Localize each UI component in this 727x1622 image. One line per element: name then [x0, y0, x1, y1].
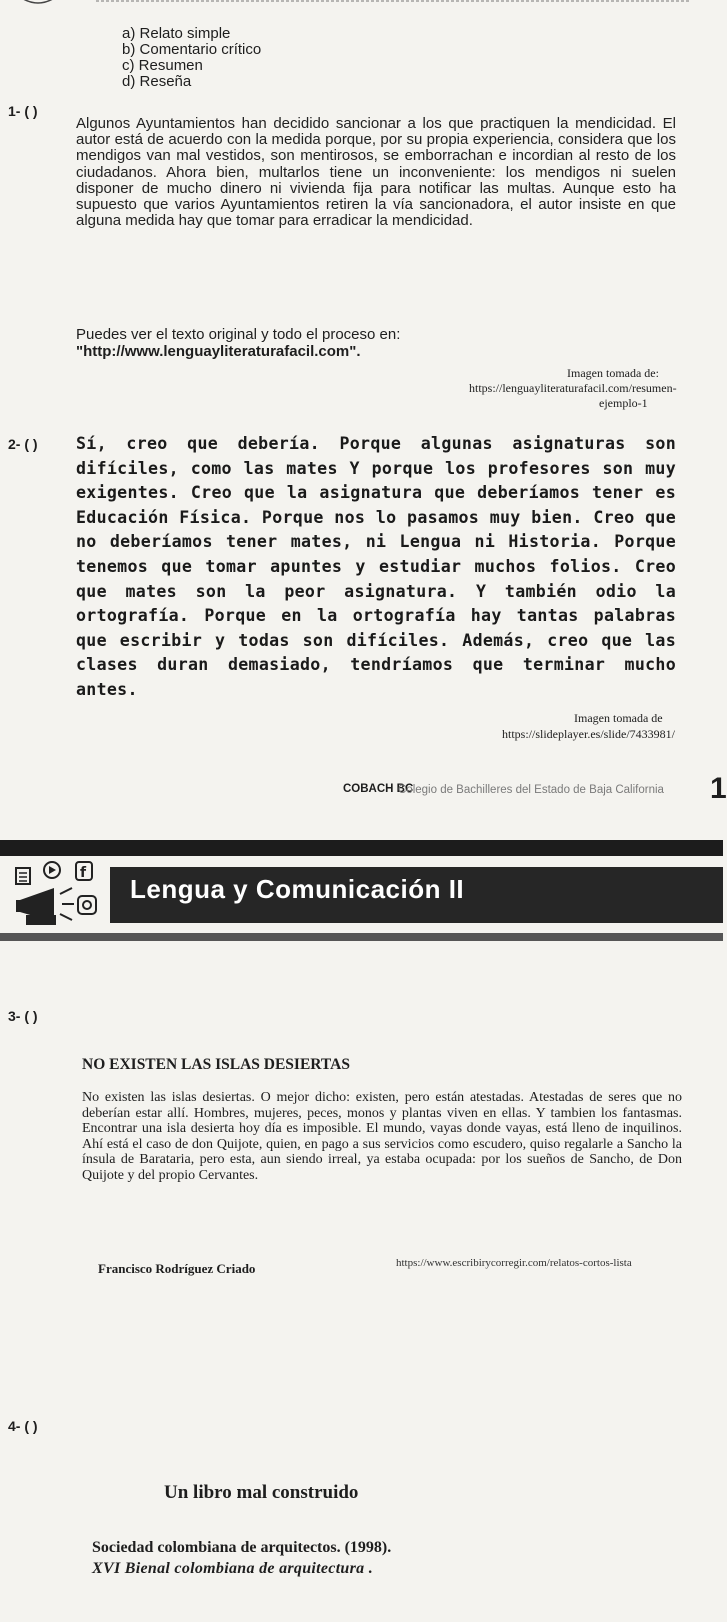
- page-separator-bar: [0, 840, 723, 856]
- page-title: Lengua y Comunicación II: [130, 874, 465, 904]
- svg-text:f: f: [80, 865, 87, 881]
- question-1-note: Puedes ver el texto original y todo el proceso en:: [76, 326, 401, 343]
- footer-text: Colegio de Bachilleres del Estado de Baja California: [398, 784, 664, 796]
- question-4-reference-line2: XVI Bienal colombiana de arquitectura .: [92, 1560, 374, 1577]
- question-1-source-label: Imagen tomada de:: [567, 366, 659, 380]
- question-2-source-url: https://slideplayer.es/slide/7433981/: [502, 727, 675, 741]
- question-1-text: Algunos Ayuntamientos han decidido sancionar a los que practiquen la mendicidad. El autor está de acuerdo con la medida porque, por su propia experiencia, considera que los mendigos van mal vestidos, son mentirosos, se emborrachan e incordian al resto de los ciudadanos. Ahora bien, multarlos tiene un inconveniente: los mendigos ni suelen disponer de mucho dinero ni vivienda fija para notificar las multas. Aunque esto ha supuesto que varios Ayuntamientos retiren la vía sancionadora, el autor insiste en que alguna medida hay que tomar para erradicar la mendicidad.: [76, 115, 676, 230]
- option-c: c) Resumen: [122, 57, 203, 74]
- header-underline-bar: [0, 933, 723, 941]
- cut-off-top-line: [0, 0, 723, 6]
- question-1-source-url: https://lenguayliteraturafacil.com/resumen-: [469, 381, 677, 395]
- question-2-source-label: Imagen tomada de: [574, 711, 663, 725]
- cobach-logo: COBACH BC: [343, 783, 414, 795]
- question-3-number: 3- ( ): [8, 1008, 38, 1024]
- question-2-text: Sí, creo que debería. Porque algunas asignaturas son difíciles, como las mates Y porque los profesores son muy exigentes. Creo que la asignatura que deberíamos tener es Educación Física. Porque nos lo pasamos muy bien. Creo que no deberíamos tener mates, ni Lengua ni Historia. Porque tenemos que tomar apuntes y estudiar muchos folios. Creo que mates son la peor asignatura. Y también odio la ortografía. Porque en la ortografía hay tantas palabras que escribir y todas son difíciles. Además, creo que las clases duran demasiado, tendríamos que terminar mucho antes.: [76, 434, 676, 699]
- page-number: 1: [710, 772, 727, 805]
- question-3-text: No existen las islas desiertas. O mejor dicho: existen, pero están atestadas. Atestadas de seres que no deberían estar allí. Hombres, mujeres, peces, monos y plantas viven en ellas. Y tambien los fantasmas. Encontrar una isla desierta hoy día es imposible. El mundo, vayas donde vayas, está lleno de inquilinos. Ahí está el caso de don Quijote, quien, en pago a sus servicios como escudero, quiso regalarle a Sancho la ínsula de Barataria, pero esta, aun siendo irreal, ya estaba ocupada: por los sueños de Sancho, de Don Quijote y del propio Cervantes.: [82, 1090, 682, 1183]
- question-2-number: 2- ( ): [8, 436, 38, 452]
- question-1-note-url: "http://www.lenguayliteraturafacil.com".: [76, 343, 361, 360]
- communication-icons-logo: [14, 860, 114, 928]
- question-3-url: https://www.escribirycorregir.com/relatos-cortos-lista: [396, 1257, 632, 1269]
- question-4-reference: Sociedad colombiana de arquitectos. (1998).: [92, 1539, 392, 1556]
- question-4-number: 4- ( ): [8, 1418, 38, 1434]
- option-a: a) Relato simple: [122, 25, 231, 42]
- option-b: b) Comentario crítico: [122, 41, 262, 58]
- question-3-title: NO EXISTEN LAS ISLAS DESIERTAS: [82, 1056, 350, 1073]
- question-1-source-url2: ejemplo-1: [599, 396, 648, 410]
- question-1-number: 1- ( ): [8, 103, 38, 119]
- question-3-author: Francisco Rodríguez Criado: [98, 1261, 256, 1276]
- option-d: d) Reseña: [122, 73, 192, 90]
- question-4-title: Un libro mal construido: [164, 1482, 359, 1503]
